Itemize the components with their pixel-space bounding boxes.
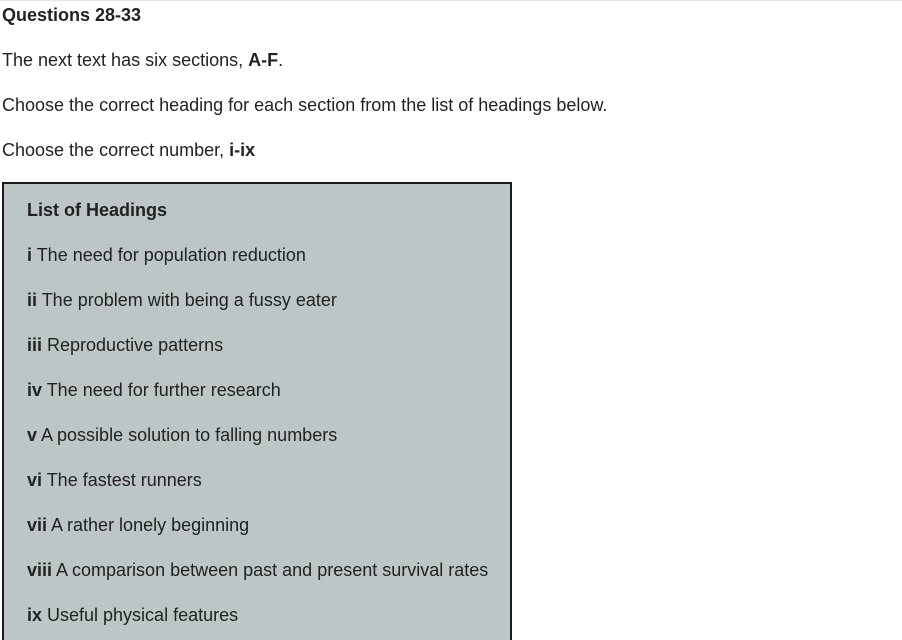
heading-text: A comparison between past and present survival rates xyxy=(52,560,489,580)
heading-text: A rather lonely beginning xyxy=(47,515,250,535)
heading-list xyxy=(27,244,488,640)
heading-text: Useful physical features xyxy=(42,605,239,625)
instruction-number-range: i-ix xyxy=(229,140,256,160)
instruction-sections xyxy=(2,49,283,71)
heading-item xyxy=(27,604,488,640)
heading-text: The need for further research xyxy=(42,380,281,400)
heading-item xyxy=(27,514,488,559)
heading-item xyxy=(27,424,488,469)
heading-number: iii xyxy=(27,335,43,355)
heading-number: i xyxy=(27,245,33,265)
instruction-sections-text: The next text has six sections, xyxy=(2,50,249,70)
heading-number: v xyxy=(27,425,38,445)
heading-number: ix xyxy=(27,605,43,625)
instruction-choose-number xyxy=(2,139,255,161)
list-of-headings-title: List of Headings xyxy=(27,200,168,220)
questions-title: Questions 28-33 xyxy=(2,5,142,25)
instruction-number-text: Choose the correct number, xyxy=(2,140,230,160)
heading-item xyxy=(27,379,488,424)
heading-text: Reproductive patterns xyxy=(42,335,224,355)
instruction-sections-end: . xyxy=(278,50,284,70)
heading-number: vi xyxy=(27,470,43,490)
heading-number: ii xyxy=(27,290,38,310)
heading-number: viii xyxy=(27,560,53,580)
list-of-headings-box xyxy=(2,182,512,640)
heading-text: The fastest runners xyxy=(42,470,202,490)
heading-item xyxy=(27,289,488,334)
heading-number: vii xyxy=(27,515,48,535)
heading-item xyxy=(27,469,488,514)
heading-text: The need for population reduction xyxy=(32,245,306,265)
heading-item xyxy=(27,334,488,379)
heading-number: iv xyxy=(27,380,43,400)
heading-text: The problem with being a fussy eater xyxy=(37,290,337,310)
instruction-choose-heading: Choose the correct heading for each section from the list of headings below. xyxy=(2,95,608,115)
heading-text: A possible solution to falling numbers xyxy=(37,425,338,445)
heading-item xyxy=(27,244,488,289)
heading-item xyxy=(27,559,488,604)
instruction-sections-range: A-F xyxy=(248,50,279,70)
